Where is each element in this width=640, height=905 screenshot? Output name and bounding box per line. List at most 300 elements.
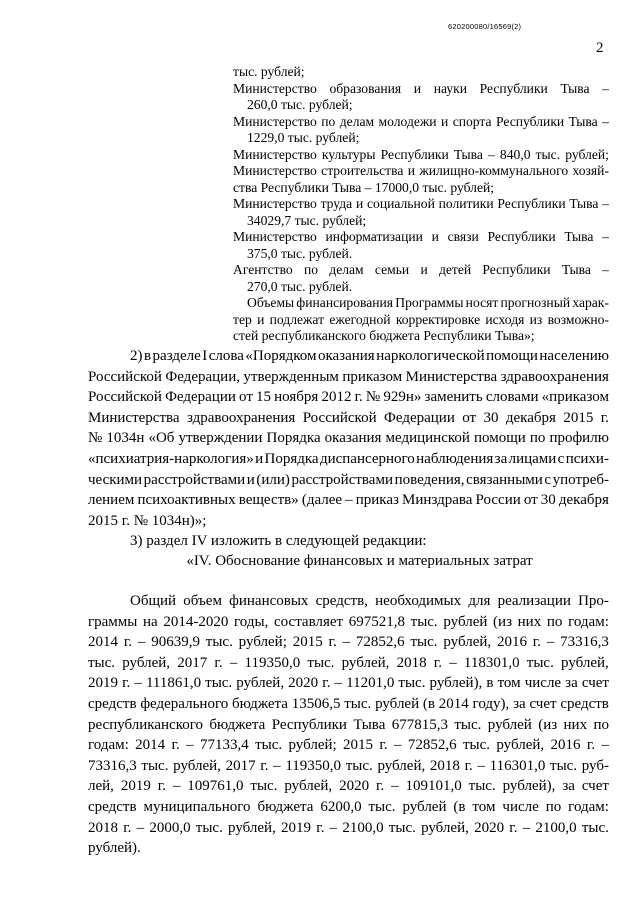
text-word: числе [524, 675, 562, 692]
text-word: харак- [572, 295, 609, 310]
document-id: 620200080/16569(2) [448, 22, 522, 31]
text-word: бюджета [209, 716, 266, 733]
text-word: Республики [482, 262, 551, 277]
text-word: делам [339, 113, 375, 129]
text-word: Тыва [564, 229, 594, 244]
text-word: семьи [374, 262, 410, 277]
text-word: г. [122, 675, 131, 692]
text-word: 2018 [88, 819, 118, 836]
text-word: культуры [321, 146, 376, 162]
text-word: 109101,0 [405, 778, 462, 795]
text-word: тыс. [344, 695, 372, 712]
text-word: связанными [466, 471, 543, 488]
text-word: 77133,4 [199, 737, 249, 754]
text-word: Республики [496, 113, 565, 129]
text-word: Российской [88, 389, 162, 406]
text-word: на [143, 613, 158, 630]
text-word: (или) [256, 471, 290, 488]
text-word: «приказом [541, 389, 609, 406]
text-word: рублей; [238, 634, 287, 651]
text-word: – [345, 492, 353, 509]
text-word: за [565, 675, 578, 692]
text-word: лицами [508, 450, 557, 467]
financing-line [88, 591, 609, 612]
text-word: них [517, 613, 542, 630]
text-word: населению [539, 348, 609, 364]
text-word: Республики [487, 229, 556, 244]
text-word: рублей, [341, 654, 390, 671]
text-word: г. [433, 654, 443, 671]
financing-line [88, 797, 609, 818]
text-word: расстройствами [143, 471, 246, 488]
text-word: труда [320, 196, 353, 211]
text-word: Про- [578, 593, 609, 609]
text-word: Тыва [353, 716, 386, 733]
text-word: рублей, [377, 757, 426, 774]
text-word: с [557, 450, 565, 467]
text-word: – [136, 819, 145, 836]
text-word: – [393, 737, 402, 754]
text-word: веществ» [238, 492, 299, 509]
text-word: 2015 [563, 409, 594, 426]
text-word: «Порядком [245, 348, 317, 364]
text-word: по [529, 430, 546, 447]
text-word: тыс. [88, 654, 116, 671]
financing-line [88, 632, 609, 653]
text-word: тыс. [345, 757, 373, 774]
text-word: диспансерного [319, 450, 415, 467]
text-word: годам: [88, 737, 129, 754]
text-word: тыс. [468, 778, 496, 795]
text-word: – [134, 675, 142, 692]
funding-line [233, 196, 609, 213]
text-word: рублей [375, 695, 420, 712]
amendment-line: 3) раздел IV изложить в следующей редакции: [130, 533, 427, 550]
text-word: 2019 [281, 819, 312, 836]
amendment-line [88, 346, 609, 367]
text-word: 72852,6 [407, 737, 457, 754]
text-word: из [529, 311, 543, 327]
text-word: здравоохранения [186, 409, 296, 426]
text-word: психоактивных [137, 492, 236, 509]
text-word: помощи [473, 430, 526, 447]
text-word: – [477, 757, 485, 774]
text-word: рублей, [122, 654, 171, 671]
text-word: 2020 [339, 778, 370, 795]
text-word: Министерство [233, 229, 317, 244]
text-word: 30 [540, 492, 556, 509]
text-word: Республики [497, 196, 566, 211]
text-word: по [545, 798, 562, 815]
text-word: информатизации [325, 229, 423, 244]
text-word: и [246, 471, 255, 488]
text-word: 2) [130, 348, 143, 364]
text-word: декабря [558, 492, 609, 509]
text-word: г. [464, 757, 473, 774]
text-word: тыс. [550, 757, 578, 774]
text-word: за [513, 695, 526, 712]
text-word: 6200,0 [320, 798, 362, 815]
text-word: 929н» [383, 389, 422, 406]
text-word: г. [260, 757, 269, 774]
funding-line [233, 312, 609, 329]
amendment-line [88, 449, 609, 470]
text-word: 118301,0 [463, 654, 520, 671]
text-word: тыс. [195, 819, 223, 836]
text-word: приказ [355, 492, 399, 509]
text-word: Министерства [88, 409, 180, 426]
text-word: Министерство [233, 196, 317, 211]
text-word: финансирования [296, 295, 394, 310]
text-word: Тыва [561, 262, 591, 277]
text-word: и [420, 262, 428, 277]
text-word: – [329, 819, 338, 836]
text-word: годам: [568, 798, 609, 815]
text-word: 697521,8 [348, 613, 405, 630]
text-word: тер [233, 311, 252, 327]
text-word: 2020 [474, 819, 505, 836]
text-word: г. [586, 737, 596, 754]
text-word: 2015 [292, 634, 323, 651]
text-word: счет [529, 695, 557, 712]
text-word: 2014 [88, 634, 118, 651]
text-word: г. [214, 654, 223, 671]
text-word: в [143, 348, 152, 364]
text-word: детей [438, 262, 472, 277]
text-word: г. [123, 819, 132, 836]
text-word: – [522, 819, 531, 836]
text-word: – [342, 634, 351, 651]
text-word: ноября [274, 389, 319, 406]
text-word: наркологической [376, 348, 485, 364]
text-word: для [468, 593, 491, 609]
text-word: Тыва [568, 113, 598, 129]
financing-line [88, 818, 609, 839]
text-word: 119350,0 [285, 757, 342, 774]
text-word: Порядка [264, 450, 319, 467]
text-word: поведения, [394, 471, 465, 488]
text-word: Республики [380, 146, 449, 162]
text-word: годам: [568, 613, 609, 630]
financing-line [88, 612, 609, 633]
financing-line [88, 735, 609, 756]
text-word: тыс. [250, 778, 278, 795]
text-word: 2018 [396, 654, 427, 671]
text-word: средств [560, 695, 609, 712]
text-word: бюджета [232, 695, 288, 712]
text-word: образования [329, 80, 402, 96]
text-word: рублей, [496, 737, 545, 754]
text-word: Тыва [560, 80, 590, 96]
text-word: и [407, 163, 416, 178]
text-word: «Об [148, 430, 175, 447]
text-word: корректировке [395, 311, 481, 327]
text-word: 2012 [321, 389, 352, 406]
financing-line [88, 673, 609, 694]
text-word: тыс. [462, 737, 490, 754]
funding-line: 375,0 тыс. рублей. [247, 245, 353, 261]
text-word: рублей, [284, 778, 333, 795]
text-word: Министерство [233, 80, 317, 96]
text-word: строительства [321, 163, 404, 178]
text-word: том [497, 675, 521, 692]
text-word: 73316,3 [88, 757, 137, 774]
text-word: 90639,9 [151, 634, 200, 651]
text-word: – [602, 262, 609, 277]
financing-line [88, 694, 609, 715]
text-word: декабря [505, 409, 556, 426]
text-word: Федерации, [165, 368, 240, 385]
text-word: составляет [274, 613, 344, 630]
text-word: рублей), [429, 675, 483, 692]
text-word: Тыва [569, 196, 599, 211]
text-word: Министерство [233, 113, 317, 129]
text-word: наблюдения [416, 450, 494, 467]
text-word: Федерации [384, 409, 455, 426]
text-word: счет [581, 675, 609, 692]
text-word: рублей [487, 716, 532, 733]
funding-line: стей республиканского бюджета Республики Тыва»; [233, 328, 535, 343]
funding-line: ства Республики Тыва – 17000,0 тыс. рублей; [233, 179, 495, 195]
text-word: слова [208, 348, 244, 364]
text-word: хозяй- [572, 163, 609, 178]
text-word: – [488, 146, 495, 162]
text-word: рублей, [421, 819, 469, 836]
text-word: 2015 [343, 737, 374, 754]
text-word: тыс. [454, 716, 482, 733]
text-word: рублей; [288, 737, 337, 754]
text-word: 119350,0 [244, 654, 301, 671]
text-word: тыс. [255, 737, 283, 754]
text-word: тыс. [410, 613, 438, 630]
financing-line: рублей). [88, 840, 141, 857]
text-word: и [431, 229, 439, 244]
text-word: от [523, 492, 538, 509]
text-word: по [593, 716, 609, 733]
funding-line [233, 163, 609, 180]
text-word: г. [123, 634, 133, 651]
text-word: 2020 [288, 675, 319, 692]
text-word: рублей [443, 613, 488, 630]
text-word: Министерство [233, 146, 317, 162]
text-word: помощи [486, 348, 538, 364]
text-word: г. [600, 409, 609, 426]
text-word: разделе [152, 348, 201, 364]
text-word: Республики [271, 716, 347, 733]
text-word: за [562, 778, 575, 795]
text-word: 111861,0 [145, 675, 202, 692]
text-word: ежегодной [329, 311, 391, 327]
text-word: делам [329, 262, 364, 277]
text-word: 2014-2020 [163, 613, 229, 630]
text-word: рублей, [228, 819, 276, 836]
text-word: г. [322, 675, 331, 692]
text-word: необходимых [375, 593, 462, 609]
text-word: – [602, 196, 609, 211]
amendment-line [88, 387, 609, 408]
text-word: Министерства [405, 368, 498, 385]
text-word: I [202, 348, 208, 364]
text-word: (в [422, 695, 435, 712]
text-word: г. [316, 819, 325, 836]
funding-line: 1229,0 тыс. рублей; [247, 130, 360, 145]
text-word: республиканского [88, 716, 203, 733]
text-word: реализации [497, 593, 571, 609]
text-word: связи [447, 229, 479, 244]
text-word: г. [328, 634, 337, 651]
text-word: исходя [485, 311, 525, 327]
text-word: с [544, 471, 552, 488]
text-word: Российской [302, 409, 377, 426]
text-word: рублей, [443, 634, 492, 651]
text-word: 13506,5 [291, 695, 341, 712]
funding-line: 260,0 тыс. рублей; [247, 97, 353, 112]
text-word: 72852,6 [355, 634, 405, 651]
text-word: тыс. [307, 654, 335, 671]
text-word: по [303, 262, 319, 277]
funding-line [233, 229, 609, 246]
text-word: 2019 [88, 675, 118, 692]
text-word: носят [465, 295, 499, 310]
text-word: том [472, 798, 496, 815]
text-word: социальной [366, 196, 435, 211]
text-word: 2000,0 [149, 819, 191, 836]
text-word: и [413, 80, 422, 96]
text-word: 2014 [135, 737, 166, 754]
funding-line [233, 295, 609, 312]
text-word: Республики [479, 80, 548, 96]
text-word: здравоохранения [500, 368, 609, 385]
funding-list-block [233, 64, 609, 345]
text-word: рублей, [236, 675, 285, 692]
text-word: в [486, 675, 494, 692]
financing-line [88, 653, 609, 674]
text-word: рублей), [502, 778, 556, 795]
text-word: лей, [88, 778, 114, 795]
text-word: граммы [88, 613, 138, 630]
text-word: от [239, 389, 253, 406]
text-word: употреб- [552, 471, 609, 488]
text-word: рублей, [561, 654, 609, 671]
text-word: – [602, 113, 609, 129]
financing-line [88, 756, 609, 777]
text-word: спорта [452, 113, 492, 129]
text-word: средств [88, 695, 137, 712]
text-word: объем [183, 593, 222, 609]
funding-line: 270,0 тыс. рублей. [247, 278, 353, 294]
text-word: от [462, 409, 477, 426]
text-word: – [137, 634, 146, 651]
text-word: – [391, 778, 399, 795]
text-word: 116301,0 [489, 757, 546, 774]
text-word: Минздрава [402, 492, 473, 509]
text-word: расстройствами [291, 471, 393, 488]
text-word: г. [354, 389, 363, 406]
text-word: г. [171, 737, 180, 754]
text-word: 2100,0 [342, 819, 384, 836]
text-word: – [229, 654, 238, 671]
text-word: 2016 [550, 737, 581, 754]
text-word: и [355, 196, 364, 211]
text-word: возможно- [547, 311, 609, 327]
text-word: профилю [549, 430, 609, 447]
amendment-line [88, 367, 609, 388]
financing-paragraph [88, 591, 609, 859]
text-word: и [257, 311, 265, 327]
text-word: заменить [424, 389, 483, 406]
text-word: федерального [140, 695, 229, 712]
text-word: муниципального [143, 798, 251, 815]
text-word: – [334, 675, 343, 692]
text-word: 11201,0 [346, 675, 395, 692]
text-word: тыс. [368, 798, 396, 815]
text-word: словами [485, 389, 539, 406]
funding-line: тыс. рублей; [233, 64, 305, 79]
amendment-line [88, 470, 609, 491]
text-word: тыс. [141, 757, 169, 774]
text-word: науки [433, 80, 467, 96]
text-word: ческими [88, 471, 143, 488]
page-number: 2 [596, 40, 604, 56]
section-heading: «IV. Обоснование финансовых и материальных затрат [186, 553, 533, 569]
text-word: лением [88, 492, 135, 509]
text-word: 30 [483, 409, 499, 426]
text-word: счет [581, 778, 609, 795]
text-word: Программы [395, 295, 464, 310]
text-word: числе [502, 798, 539, 815]
text-word: рублей [402, 798, 447, 815]
text-word: прогнозный [500, 295, 571, 310]
text-word: медицинской [385, 430, 470, 447]
text-word: средств, [315, 593, 368, 609]
text-word: г. [375, 778, 385, 795]
text-word: тыс. [535, 146, 561, 162]
text-word: и [255, 450, 264, 467]
text-word: (из [493, 613, 512, 630]
text-word: году), [472, 695, 510, 712]
text-word: 2017 [225, 757, 256, 774]
text-word: – [449, 654, 457, 671]
text-word: – [602, 229, 609, 244]
text-word: (из [538, 716, 558, 733]
text-word: 2018 [429, 757, 460, 774]
text-word: утверждении [178, 430, 263, 447]
text-word: России [475, 492, 521, 509]
text-word: Министерство [233, 163, 317, 178]
text-word: руб- [581, 757, 609, 774]
text-word: № [88, 430, 103, 447]
funding-line [233, 81, 609, 98]
text-word: тыс. [398, 675, 426, 692]
text-word: тыс. [388, 819, 416, 836]
text-word: по [546, 613, 563, 630]
text-word: г. [509, 819, 518, 836]
text-word: Тыва [453, 146, 483, 162]
text-word: оказания [317, 348, 375, 364]
text-word: Федерации [165, 389, 236, 406]
text-word: бюджета [257, 798, 314, 815]
amendment-line [88, 428, 609, 449]
text-word: тыс. [581, 819, 609, 836]
text-word: утвержденным [243, 368, 339, 385]
funding-line [233, 147, 609, 164]
amendment-line [88, 408, 609, 429]
text-word: Объемы [247, 295, 295, 310]
text-word: молодежи [378, 113, 437, 129]
text-word: за [494, 450, 508, 467]
text-word: 2017 [177, 654, 208, 671]
text-word: – [186, 737, 194, 754]
